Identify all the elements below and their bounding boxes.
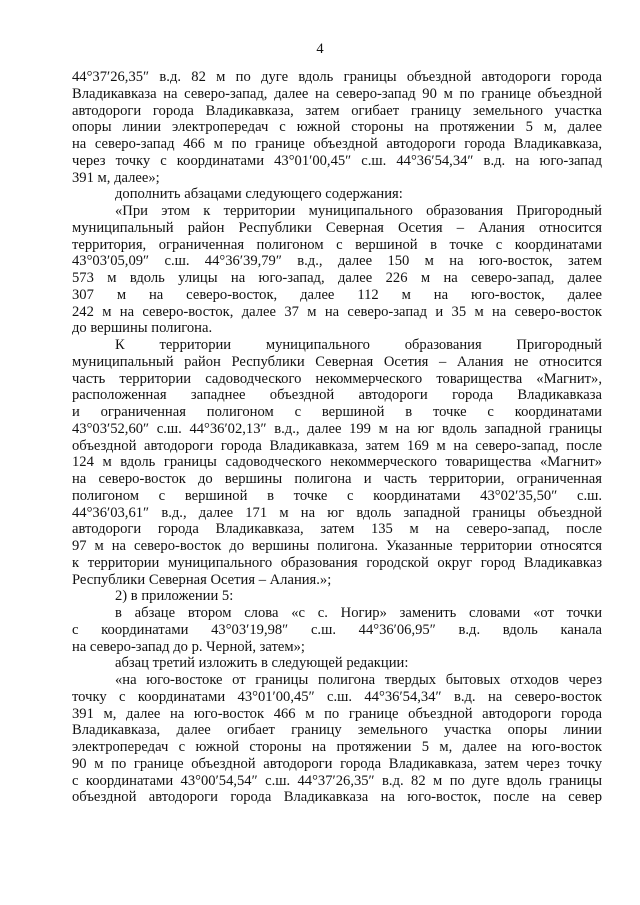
text-line: 307 м на северо-восток, далее 112 м на юго-восток, далее <box>72 286 602 303</box>
text-line: 97 м на северо-восток до вершины полигона. Указанные территории относятся <box>72 538 602 554</box>
text-line: полигоном с вершиной в точке с координатами 43°02′35,50″ с.ш. <box>72 487 602 504</box>
text-line: и ограниченная полигоном с вершиной в точке с координатами <box>72 404 602 420</box>
text-line: «на юго-востоке от границы полигона твердых бытовых отходов через <box>115 672 602 688</box>
text-line: 43°03′05,09″ с.ш. 44°36′39,79″ в.д., далее 150 м на юго-восток, затем <box>72 253 602 270</box>
text-line: 44°37′26,35″ в.д. 82 м по дуге вдоль границы объездной автодороги города <box>72 69 602 85</box>
text-line: 44°36′03,61″ в.д., далее 171 м на юг вдоль западной границы объездной <box>72 504 602 521</box>
text-line: 2) в приложении 5: <box>115 588 234 605</box>
text-line: 391 м, далее на юго-восток 466 м по границе объездной автодороги города <box>72 705 602 722</box>
text-line: Владикавказа, далее огибает границу земельного участка опоры линии <box>72 722 602 739</box>
text-line: 242 м на северо-восток, далее 37 м на северо-запад и 35 м на северо-восток <box>72 303 602 320</box>
text-line: к территории муниципального образования городской округ город Владикавказ <box>72 554 602 571</box>
text-line: расположенная западнее объездной автодороги города Владикавказа <box>72 387 602 404</box>
text-line: через точку с координатами 43°01′00,45″ с.ш. 44°36′54,34″ в.д. на юго-запад <box>72 152 602 169</box>
text-line: 124 м вдоль границы садоводческого некоммерческого товарищества «Магнит» <box>72 454 602 471</box>
text-line: на северо-запад до р. Черной, затем»; <box>72 638 305 655</box>
text-line: объездной автодороги города Владикавказа, затем 169 м на северо-запад, после <box>72 437 602 454</box>
text-line: автодороги города Владикавказа, затем 135 м на северо-запад, после <box>72 521 602 538</box>
text-line: Владикавказа на северо-запад, далее на северо-запад 90 м по границе объездной <box>72 85 602 102</box>
page-number: 4 <box>316 41 324 57</box>
text-line: Республики Северная Осетия – Алания.»; <box>72 571 332 588</box>
text-line: на северо-восток до вершины полигона и часть территории, ограниченная <box>72 471 602 487</box>
text-line: 391 м, далее»; <box>72 169 160 186</box>
text-line: 573 м вдоль улицы на юго-запад, далее 226 м на северо-запад, далее <box>72 270 602 286</box>
text-line: абзац третий изложить в следующей редакции: <box>115 655 409 672</box>
text-line: дополнить абзацами следующего содержания: <box>115 186 403 203</box>
text-line: К территории муниципального образования Пригородный <box>115 337 602 353</box>
text-line: опоры линии электропередач с южной стороны на протяжении 5 м, далее <box>72 119 602 136</box>
text-line: точку с координатами 43°01′00,45″ с.ш. 44°36′54,34″ в.д. на северо-восток <box>72 688 602 705</box>
text-line: «При этом к территории муниципального образования Пригородный <box>115 203 602 219</box>
text-line: электропередач с южной стороны на протяжении 5 м, далее на юго-восток <box>72 739 602 755</box>
text-line: часть территории садоводческого некоммерческого товарищества «Магнит», <box>72 370 602 387</box>
text-line: муниципальный район Республики Северная Осетия – Алания относится <box>72 219 602 236</box>
text-line: объездной автодороги города Владикавказа на юго-восток, после на север <box>72 789 602 806</box>
text-line: с координатами 43°03′19,98″ с.ш. 44°36′06,95″ в.д. вдоль канала <box>72 621 602 638</box>
document-body <box>72 69 602 806</box>
text-line: в абзаце втором слова «с с. Ногир» заменить словами «от точки <box>115 605 602 621</box>
text-line: 90 м по границе объездной автодороги города Владикавказа, затем через точку <box>72 755 602 772</box>
text-line: территория, ограниченная полигоном с вершиной в точке с координатами <box>72 236 602 253</box>
text-line: с координатами 43°00′54,54″ с.ш. 44°37′26,35″ в.д. 82 м по дуге вдоль границы <box>72 772 602 789</box>
text-line: автодороги города Владикавказа, затем огибает границу земельного участка <box>72 102 602 119</box>
text-line: 43°03′52,60″ с.ш. 44°36′02,13″ в.д., далее 199 м на юг вдоль западной границы <box>72 420 602 437</box>
text-line: на северо-запад 466 м по границе объездной автодороги города Владикавказа, <box>72 136 602 152</box>
text-line: до вершины полигона. <box>72 320 213 337</box>
text-line: муниципальный район Республики Северная Осетия – Алания не относится <box>72 353 602 370</box>
